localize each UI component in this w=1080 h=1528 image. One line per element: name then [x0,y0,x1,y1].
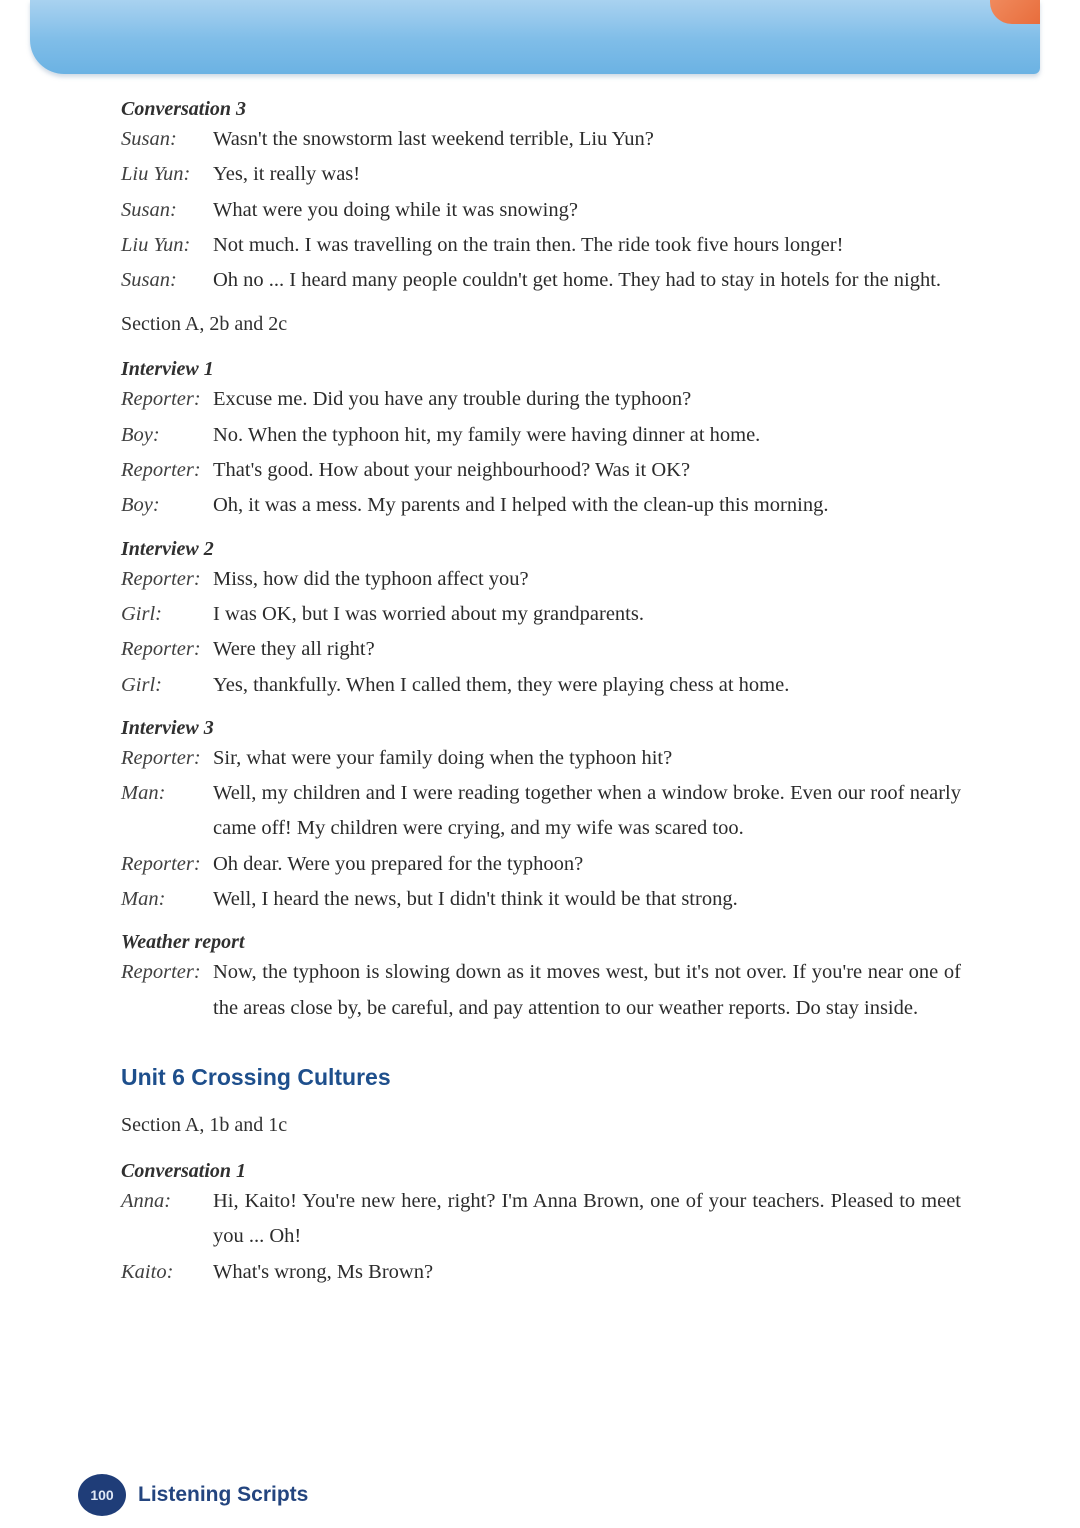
dialogue-line [121,1184,961,1255]
dialogue-line [121,776,961,847]
speaker-label: Man: [121,782,166,805]
dialogue-line [121,562,961,597]
speech-text: I was OK, but I was worried about my grandparents. [213,602,644,625]
speaker-label: Girl: [121,673,162,696]
dialogue-line [121,122,961,157]
speech-text: Wasn't the snowstorm last weekend terrible, Liu Yun? [213,128,654,150]
speech-text: Sir, what were your family doing when the typhoon hit? [213,746,673,769]
dialogue-line [121,193,961,228]
dialogue-line [121,668,961,703]
speaker-label: Reporter: [121,638,201,661]
speaker-label: Reporter: [121,459,201,482]
interview-1-heading: Interview 1 [121,358,214,381]
conversation-3-heading: Conversation 3 [121,98,247,120]
speaker-label: Reporter: [121,388,201,411]
dialogue-line [121,847,961,882]
speaker-label: Boy: [121,423,160,446]
speech-text: Oh, it was a mess. My parents and I helped with the clean-up this morning. [213,494,829,517]
dialogue-line [121,597,961,632]
speaker-label: Reporter: [121,961,201,984]
speech-text: Oh no ... I heard many people couldn't get home. They had to stay in hotels for the night. [213,269,942,292]
speech-text: Now, the typhoon is slowing down as it moves west, but it's not over. If you're near one of the areas close by, be careful, and pay attention to our weather reports. Do stay inside. [213,961,961,1019]
speaker-label: Reporter: [121,567,201,590]
weather-report-heading: Weather report [121,931,245,954]
speech-text: Well, my children and I were reading together when a window broke. Even our roof nearly came off! My children were crying, and my wife was scared too. [213,782,961,840]
speaker-label: Reporter: [121,852,201,875]
speaker-label: Liu Yun: [121,233,191,256]
speech-text: That's good. How about your neighbourhood? Was it OK? [213,459,691,482]
dialogue-line [121,157,961,192]
dialogue-line [121,263,961,298]
dialogue-line [121,488,961,523]
dialogue-line [121,882,961,917]
speaker-label: Man: [121,888,166,911]
speaker-label: Susan: [121,269,177,292]
interview-3-heading: Interview 3 [121,716,214,739]
dialogue-line [121,1255,961,1290]
speech-text: Yes, it really was! [213,163,361,186]
speech-text: What's wrong, Ms Brown? [213,1260,434,1283]
speaker-label: Liu Yun: [121,163,191,186]
speaker-label: Anna: [121,1189,172,1212]
script-content [121,96,961,1290]
speech-text: Were they all right? [213,638,375,661]
speech-text: Not much. I was travelling on the train then. The ride took five hours longer! [213,233,844,256]
interview-2-heading: Interview 2 [121,537,214,560]
section-label: Section A, 2b and 2c [121,313,288,336]
top-banner [30,0,1040,74]
speech-text: Excuse me. Did you have any trouble during the typhoon? [213,388,692,411]
unit-title: Unit 6 Crossing Cultures [121,1063,391,1090]
dialogue-line [121,741,961,776]
footer-label: Listening Scripts [138,1483,309,1506]
speaker-label: Susan: [121,198,177,221]
dialogue-line [121,632,961,667]
speech-text: Well, I heard the news, but I didn't think it would be that strong. [213,888,738,911]
speaker-label: Reporter: [121,746,201,769]
speech-text: Yes, thankfully. When I called them, they were playing chess at home. [213,673,790,696]
dialogue-line [121,955,961,1026]
dialogue-line [121,418,961,453]
dialogue-line [121,228,961,263]
conversation-1-heading: Conversation 1 [121,1159,247,1182]
page-footer [78,1474,308,1516]
speech-text: Hi, Kaito! You're new here, right? I'm Anna Brown, one of your teachers. Pleased to meet you ... Oh! [213,1189,961,1248]
speech-text: Miss, how did the typhoon affect you? [213,567,529,590]
section-label: Section A, 1b and 1c [121,1113,288,1136]
speaker-label: Boy: [121,494,160,517]
speech-text: No. When the typhoon hit, my family were having dinner at home. [213,423,761,446]
speaker-label: Kaito: [121,1260,174,1283]
speech-text: Oh dear. Were you prepared for the typhoon? [213,852,584,875]
speaker-label: Susan: [121,128,177,150]
dialogue-line [121,453,961,488]
page-number-badge: 100 [78,1474,126,1516]
speech-text: What were you doing while it was snowing? [213,198,578,221]
dialogue-line [121,382,961,417]
speaker-label: Girl: [121,602,162,625]
